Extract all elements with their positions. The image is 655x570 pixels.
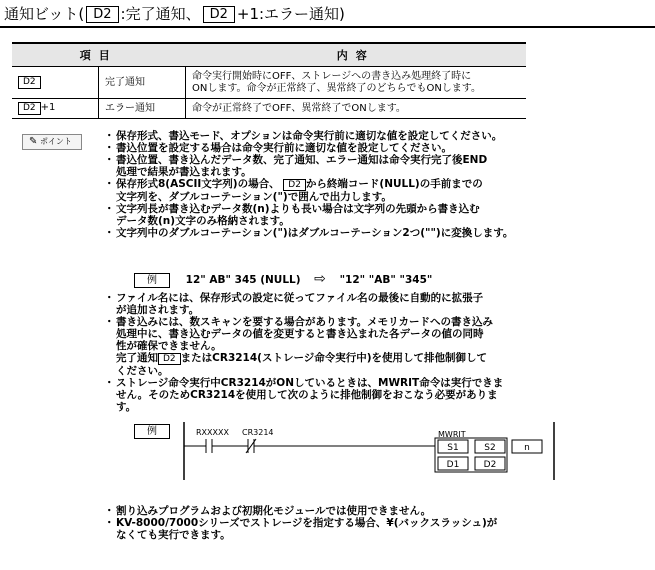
device-box: D2 — [18, 76, 41, 89]
notification-bit-table — [12, 42, 526, 119]
contact-cr3214-label: CR3214 — [242, 428, 274, 437]
table-header-item: 項目 — [12, 43, 186, 67]
section-heading — [4, 4, 345, 24]
contact-rxxxxx-label: RXXXXX — [196, 428, 229, 437]
heading-prefix: 通知ビット( — [4, 5, 85, 23]
list-item — [104, 130, 556, 142]
point-label-text: ポイント — [39, 137, 72, 146]
table-row — [12, 99, 526, 119]
note-text: データ数(n)文字のみ格納されます。 — [116, 215, 290, 227]
list-item — [104, 517, 497, 541]
note-text: 文字列を、ダブルコーテーション(")で囲んで出力します。 — [116, 191, 392, 203]
note-text: が追加されます。 — [116, 304, 200, 316]
device-box: D2 — [18, 102, 41, 115]
heading-suffix: +1:エラー通知) — [236, 5, 345, 23]
note-text: ください。 — [116, 365, 169, 377]
pencil-icon: ✎ — [29, 136, 38, 147]
note-text: ストレージ命令実行中CR3214がONしているときは、MWRIT命令は実行できま — [116, 377, 504, 389]
note-text: 書込位置、書き込んだデータ数、完了通知、エラー通知は命令実行完了後END — [116, 154, 488, 166]
notes-list-3 — [104, 505, 497, 541]
operand-d2: D2 — [483, 460, 497, 470]
list-item — [104, 316, 556, 377]
list-item — [104, 292, 556, 316]
heading-device-d2: D2 — [86, 6, 118, 23]
instruction-mwrit-label: MWRIT — [438, 430, 466, 439]
list-item — [104, 377, 556, 413]
table-header-row — [12, 43, 526, 67]
heading-mid: :完了通知、 — [120, 5, 201, 23]
device-suffix: +1 — [40, 102, 56, 113]
list-item — [104, 142, 556, 154]
list-item — [104, 178, 556, 203]
operand-s2: S2 — [484, 443, 496, 453]
notes-list — [104, 130, 556, 239]
note-text: またはCR3214(ストレージ命令実行中)を使用して排他制御して — [180, 352, 488, 364]
note-text: 書込位置を設定する場合は命令実行前に適切な値を設定してください。 — [116, 142, 452, 154]
content-line: 命令が正常終了でOFF、異常終了でONします。 — [192, 102, 406, 114]
note-text: 保存形式、書込モード、オプションは命令実行前に適切な値を設定してください。 — [116, 130, 503, 142]
note-text: ファイル名には、保存形式の設定に従ってファイル名の最後に自動的に拡張子 — [116, 292, 484, 304]
heading-underline — [0, 26, 655, 28]
table-cell-content — [186, 99, 527, 119]
example-output: "12" "AB" "345" — [339, 274, 433, 286]
note-text: 書き込みには、数スキャンを要する場合があります。メモリカードへの書き込み — [116, 316, 494, 328]
note-text: なくても実行できます。 — [116, 529, 231, 541]
table-row — [12, 67, 526, 99]
operand-n: n — [524, 443, 530, 453]
note-text: 文字列長が書き込むデータ数(n)よりも長い場合は文字列の先頭から書き込む — [116, 203, 480, 215]
content-line: 命令実行開始時にOFF、ストレージへの書き込み処理終了時に — [192, 70, 472, 82]
heading-device-d2-plus1: D2 — [203, 6, 235, 23]
list-item — [104, 203, 556, 227]
content-line: ONします。命令が正常終了、異常終了のどちらでもONします。 — [192, 82, 482, 94]
ladder-diagram — [180, 422, 560, 482]
example-conversion — [134, 271, 432, 288]
list-item — [104, 154, 556, 178]
table-header-content: 内容 — [186, 43, 527, 67]
table-cell-device — [12, 67, 99, 99]
note-text: 処理で結果が書込まれます。 — [116, 166, 252, 178]
operand-s1: S1 — [447, 443, 459, 453]
example-label-2: 例 — [134, 424, 170, 439]
list-item — [104, 227, 556, 239]
table-cell-name: エラー通知 — [99, 99, 186, 119]
note-text: 性が確保できません。 — [116, 340, 222, 352]
example-label: 例 — [134, 273, 170, 288]
note-text: 割り込みプログラムおよび初期化モジュールでは使用できません。 — [116, 505, 432, 517]
note-text: 完了通知 — [116, 352, 158, 364]
arrow-right-icon: ⇨ — [314, 271, 326, 287]
operand-d1: D1 — [446, 460, 460, 470]
note-text: す。 — [116, 401, 137, 413]
table-cell-device — [12, 99, 99, 119]
notes-list-2 — [104, 292, 556, 413]
example-input: 12" AB" 345 (NULL) — [185, 274, 301, 286]
note-text: 文字列中のダブルコーテーション(")はダブルコーテーション2つ("")に変換します。 — [116, 227, 514, 239]
device-box: D2 — [158, 353, 181, 365]
device-box: D2 — [283, 179, 306, 191]
note-text: 保存形式8(ASCII文字列)の場合、 — [116, 178, 280, 190]
note-text: せん。そのためCR3214を使用して次のように排他制御をおこなう必要がありま — [116, 389, 498, 401]
point-label — [22, 134, 82, 150]
note-text: KV-8000/7000シリーズでストレージを指定する場合、¥(バックスラッシュ)が — [116, 517, 498, 529]
table-cell-content — [186, 67, 527, 99]
table-cell-name: 完了通知 — [99, 67, 186, 99]
note-text: 処理中に、書き込むデータの値を変更すると書き込まれた各データの値の同時 — [116, 328, 484, 340]
note-text: から終端コード(NULL)の手前までの — [305, 178, 483, 190]
list-item — [104, 505, 497, 517]
